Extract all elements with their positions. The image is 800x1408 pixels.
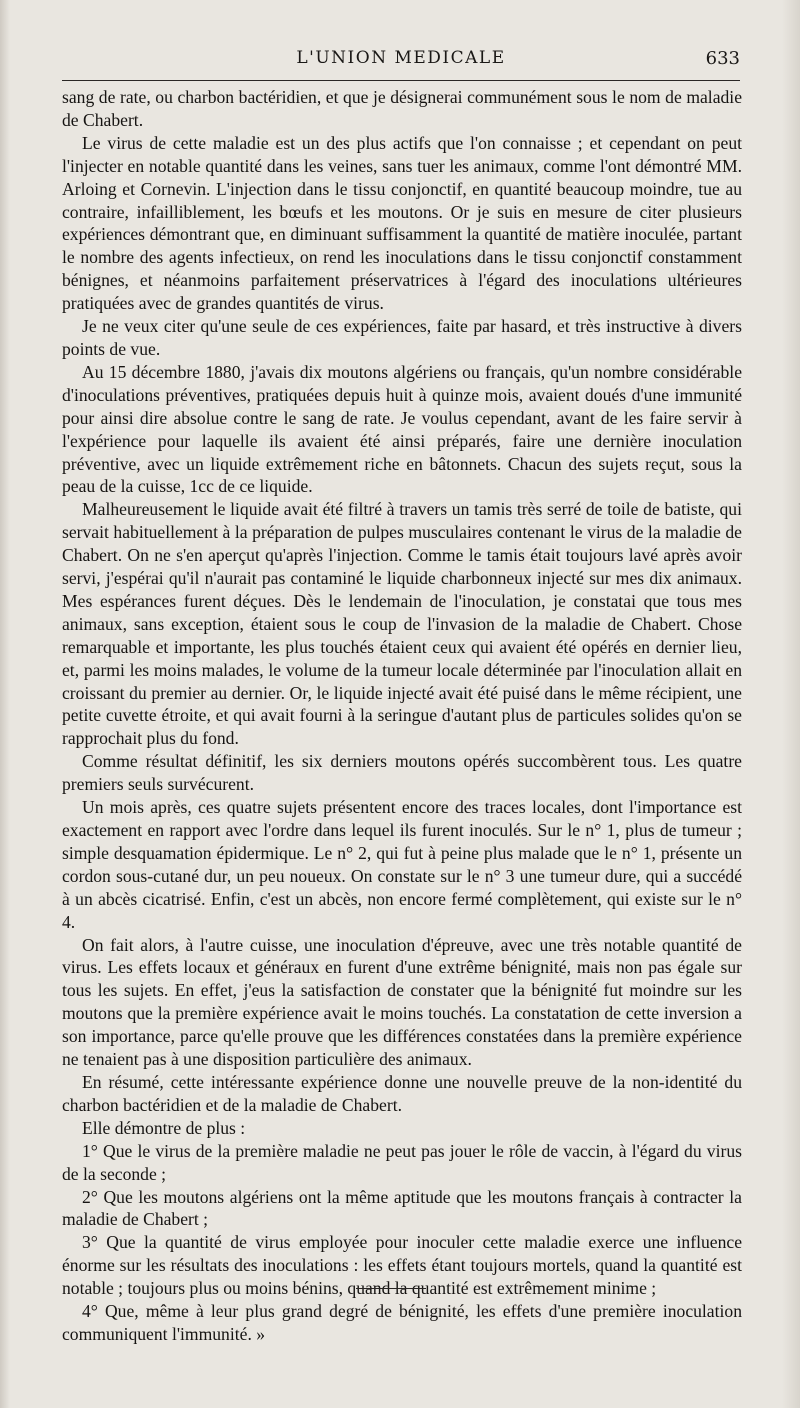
- scan-left-shadow: [0, 0, 10, 1408]
- article-body: [62, 86, 742, 1346]
- scan-right-shadow: [782, 0, 800, 1408]
- paragraph: Je ne veux citer qu'une seule de ces expériences, faite par hasard, et très instructive à divers points de vue.: [62, 316, 742, 359]
- paragraph: Elle démontre de plus :: [82, 1117, 246, 1138]
- paragraph: Au 15 décembre 1880, j'avais dix moutons algériens ou français, qu'un nombre considérable d'inoculations préventives, pratiquées depuis huit à quinze mois, avaient doués d'une immunité pour ainsi dire absolue contre le sang de rate. Je voulus cependant, avant de les faire servir à l'expérience pour laquelle ils avaient été ainsi préparés, faire une dernière inoculation préventive, avec un liquide extrêmement riche en bâtonnets. Chacun des sujets reçut, sous la peau de la cuisse, 1cc de ce liquide.: [62, 361, 742, 497]
- paragraph: Comme résultat définitif, les six derniers moutons opérés succombèrent tous. Les quatre premiers seuls survécurent.: [62, 751, 742, 795]
- running-title: L'UNION MEDICALE: [296, 48, 506, 68]
- page-number: 633: [705, 48, 740, 69]
- header-rule: [62, 80, 740, 81]
- page-header: [62, 44, 740, 74]
- conclusion-item: 2° Que les moutons algériens ont la même aptitude que les moutons français à contracter la maladie de Chabert ;: [62, 1186, 742, 1230]
- paragraph: On fait alors, à l'autre cuisse, une inoculation d'épreuve, avec une très notable quantité de virus. Les effets locaux et généraux en furent d'une extrême bénignité, mais non pas égale sur tous les sujets. En effet, j'eus la satisfaction de constater que la bénignité fut moindre sur les moutons que la première expérience avait le moins touchés. La constatation de cette inversion a son importance, parce qu'elle prouve que les différences constatées dans la première expérience ne tenaient pas à une disposition particulière des animaux.: [62, 934, 742, 1070]
- conclusion-item: 4° Que, même à leur plus grand degré de bénignité, les effets d'une première inoculation communiquent l'immunité. »: [62, 1301, 742, 1344]
- conclusion-item: 1° Que le virus de la première maladie ne peut pas jouer le rôle de vaccin, à l'égard du virus de la seconde ;: [62, 1140, 742, 1184]
- paragraph: En résumé, cette intéressante expérience donne une nouvelle preuve de la non-identité du charbon bactéridien et de la maladie de Chabert.: [62, 1071, 742, 1115]
- conclusion-item: 3° Que la quantité de virus employée pour inoculer cette maladie exerce une influence énorme sur les résultats des inoculations : les effets étant toujours mortels, quand la quantité est notable ; toujours plus ou moins bénins, quand la quantité est extrêmement minime ;: [62, 1232, 742, 1299]
- paragraph: Le virus de cette maladie est un des plus actifs que l'on connaisse ; et cependant on peut l'injecter en notable quantité dans les veines, sans tuer les animaux, comme l'ont démontré MM. Arloing et Cornevin. L'injection dans le tissu conjonctif, en quantité beaucoup moindre, tue au contraire, infailliblement, les bœufs et les moutons. Or je suis en mesure de citer plusieurs expériences démontrant que, en diminuant suffisamment la quantité de matière inoculée, partant le nombre des agents infectieux, on rend les inoculations dans le tissu conjonctif constamment bénignes, et néanmoins parfaitement préservatrices à l'égard des inoculations ultérieures pratiquées avec de grandes quantités de virus.: [62, 132, 742, 314]
- paragraph: sang de rate, ou charbon bactéridien, et que je désignerai communément sous le nom de maladie de Chabert.: [62, 87, 742, 130]
- paragraph: Malheureusement le liquide avait été filtré à travers un tamis très serré de toile de batiste, qui servait habituellement à la préparation de pulpes musculaires contenant le virus de la maladie de Chabert. On ne s'en aperçut qu'après l'injection. Comme le tamis était toujours lavé après avoir servi, j'espérai qu'il n'aurait pas contaminé le liquide charbonneux injecté sur mes dix animaux. Mes espérances furent déçues. Dès le lendemain de l'inoculation, je constatai que tous mes animaux, sans exception, étaient sous le coup de l'invasion de la maladie de Chabert. Chose remarquable et importante, les plus touchés étaient ceux qui avaient été opérés en dernier lieu, et, parmi les moins malades, le volume de la tumeur locale déterminée par l'inoculation allait en croissant du premier au dernier. Or, le liquide injecté avait été puisé dans le même récipient, une petite cuvette étroite, et qui avait fourni à la seringue d'autant plus de particules solides qu'on se rapprochait plus du fond.: [62, 499, 742, 749]
- paragraph: Un mois après, ces quatre sujets présentent encore des traces locales, dont l'importance est exactement en rapport avec l'ordre dans lequel ils furent inoculés. Sur le n° 1, plus de tumeur ; simple desquamation épidermique. Le n° 2, qui fut à peine plus malade que le n° 1, présente un cordon sous-cutané dur, un peu noueux. On constate sur le n° 3 une tumeur dure, qui a succédé à un abcès cicatrisé. Enfin, c'est un abcès, non encore fermé complètement, qui existe sur le n° 4.: [62, 797, 742, 932]
- section-end-rule: [356, 1288, 426, 1289]
